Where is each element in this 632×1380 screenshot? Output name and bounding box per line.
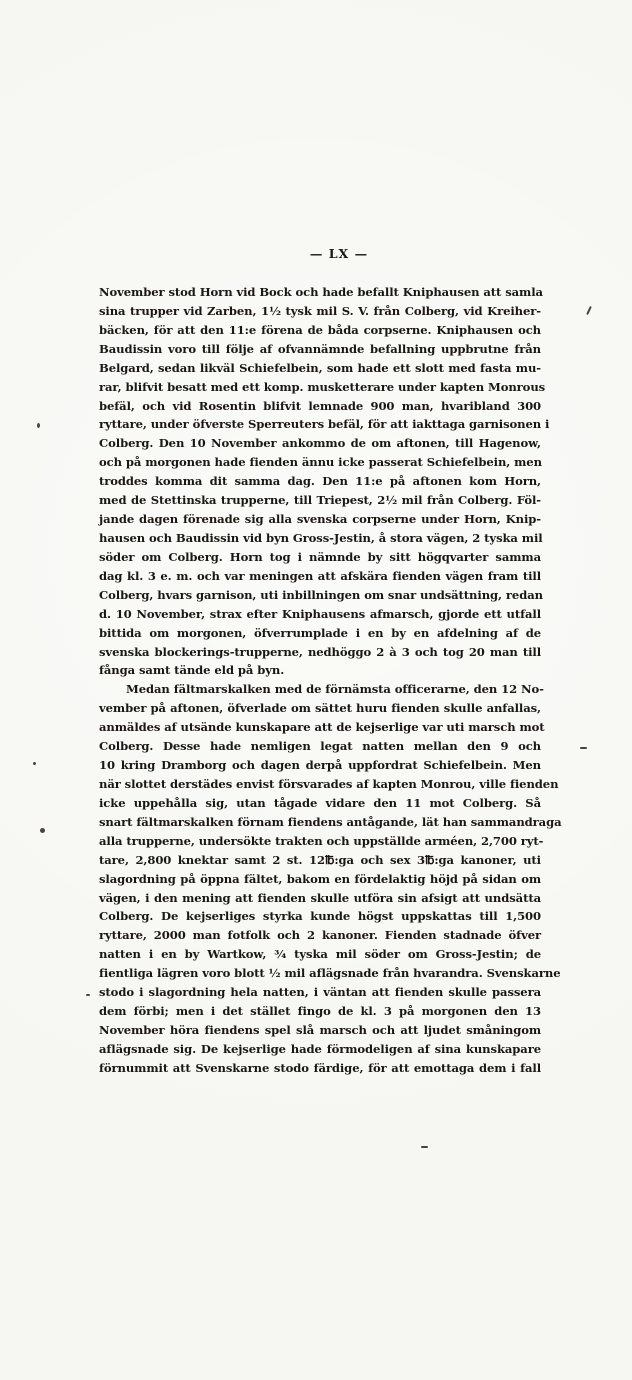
scan-artifact (86, 994, 90, 996)
text-line: svenska blockerings-trupperne, nedhöggo 2 à 3 och tog 20 man till (99, 644, 541, 659)
text-line: natten i en by Wartkow, ¾ tyska mil söder om Gross-Jestin; de (99, 947, 541, 962)
text-line: November stod Horn vid Bock och hade befallt Kniphausen att samla (99, 285, 543, 299)
scan-artifact (33, 762, 36, 765)
page-text (99, 283, 562, 1078)
text-line: vägen, i den mening att fienden skulle utföra sin afsigt att undsätta (99, 890, 541, 905)
text-line: stodo i slagordning hela natten, i väntan att fienden skulle passera (99, 985, 541, 1000)
text-line: ryttare, 2000 man fotfolk och 2 kanoner. Fienden stadnade öfver (99, 928, 541, 943)
text-line: och på morgonen hade fienden ännu icke passerat Schiefelbein, men (99, 455, 542, 470)
text-line: tare, 2,800 knektar samt 2 st. 12℔:ga och sex 3℔:ga kanoner, uti (99, 852, 541, 867)
text-line: Colberg, hvars garnison, uti inbillningen om snar undsättning, redan (99, 587, 543, 602)
scan-artifact (421, 1146, 428, 1148)
text-line: anmäldes af utsände kunskapare att de kejserlige var uti marsch mot (99, 720, 545, 735)
page-number-header: — LX — (309, 246, 369, 261)
scan-artifact (40, 828, 45, 833)
text-line: dag kl. 3 e. m. och var meningen att afskära fienden vägen fram till (99, 568, 541, 583)
text-line: 10 kring Dramborg och dagen derpå uppfordrat Schiefelbein. Men (99, 758, 541, 773)
text-line: November höra fiendens spel slå marsch och att ljudet småningom (99, 1022, 541, 1037)
text-line: när slottet derstädes envist försvarades af kapten Monrou, ville fienden (99, 776, 559, 791)
text-line: med de Stettinska trupperne, till Triepest, 2½ mil från Colberg. Föl- (99, 493, 541, 508)
text-line: bäcken, för att den 11:e förena de båda corpserne. Kniphausen och (99, 322, 541, 337)
scan-artifact (37, 423, 40, 428)
text-line: rar, blifvit besatt med ett komp. musketterare under kapten Monrous (99, 379, 546, 394)
text-line: troddes komma dit samma dag. Den 11:e på aftonen kom Horn, (99, 474, 541, 489)
text-line: hausen och Baudissin vid byn Gross-Jestin, å stora vägen, 2 tyska mil (99, 530, 543, 545)
text-line: dem förbi; men i det stället fingo de kl. 3 på morgonen den 13 (99, 1004, 541, 1019)
text-line: söder om Colberg. Horn tog i nämnde by sitt högqvarter samma (99, 549, 541, 564)
text-line: d. 10 November, strax efter Kniphausens afmarsch, gjorde ett utfall (99, 606, 541, 621)
text-line: Colberg. De kejserliges styrka kunde högst uppskattas till 1,500 (99, 909, 541, 924)
text-line: sina trupper vid Zarben, 1½ tysk mil S. V. från Colberg, vid Kreiher- (99, 303, 541, 318)
text-line: Medan fältmarskalken med de förnämsta officerarne, den 12 No- (126, 682, 544, 697)
scan-artifact (580, 747, 587, 749)
text-line: Colberg. Desse hade nemligen legat natten mellan den 9 och (99, 739, 541, 754)
text-line: alla trupperne, undersökte trakten och uppställde arméen, 2,700 ryt- (99, 833, 544, 848)
text-line: förnummit att Svenskarne stodo färdige, för att emottaga dem i fall (99, 1060, 541, 1075)
text-line: fientliga lägren voro blott ½ mil aflägsnade från hvarandra. Svenskarne (99, 966, 561, 981)
text-line: fånga samt tände eld på byn. (99, 663, 285, 678)
text-line: jande dagen förenade sig alla svenska corpserne under Horn, Knip- (99, 512, 541, 527)
text-line: vember på aftonen, öfverlade om sättet huru fienden skulle anfallas, (99, 701, 541, 716)
scan-artifact (586, 306, 592, 315)
text-line: Baudissin voro till följe af ofvannämnde befallning uppbrutne från (99, 341, 541, 356)
text-line: Colberg. Den 10 November ankommo de om aftonen, till Hagenow, (99, 436, 541, 451)
text-line: aflägsnade sig. De kejserlige hade förmodeligen af sina kunskapare (99, 1041, 541, 1056)
text-line: snart fältmarskalken förnam fiendens antågande, lät han sammandraga (99, 814, 562, 829)
text-line: bittida om morgonen, öfverrumplade i en by en afdelning af de (99, 625, 541, 640)
text-line: slagordning på öppna fältet, bakom en fördelaktig höjd på sidan om (99, 871, 541, 886)
text-line: icke uppehålla sig, utan tågade vidare den 11 mot Colberg. Så (99, 795, 541, 810)
text-line: befäl, och vid Rosentin blifvit lemnade 900 man, hvaribland 300 (99, 398, 541, 413)
text-line: ryttare, under öfverste Sperreuters befäl, för att iakttaga garnisonen i (99, 417, 550, 432)
text-line: Belgard, sedan likväl Schiefelbein, som hade ett slott med fasta mu- (99, 360, 541, 375)
